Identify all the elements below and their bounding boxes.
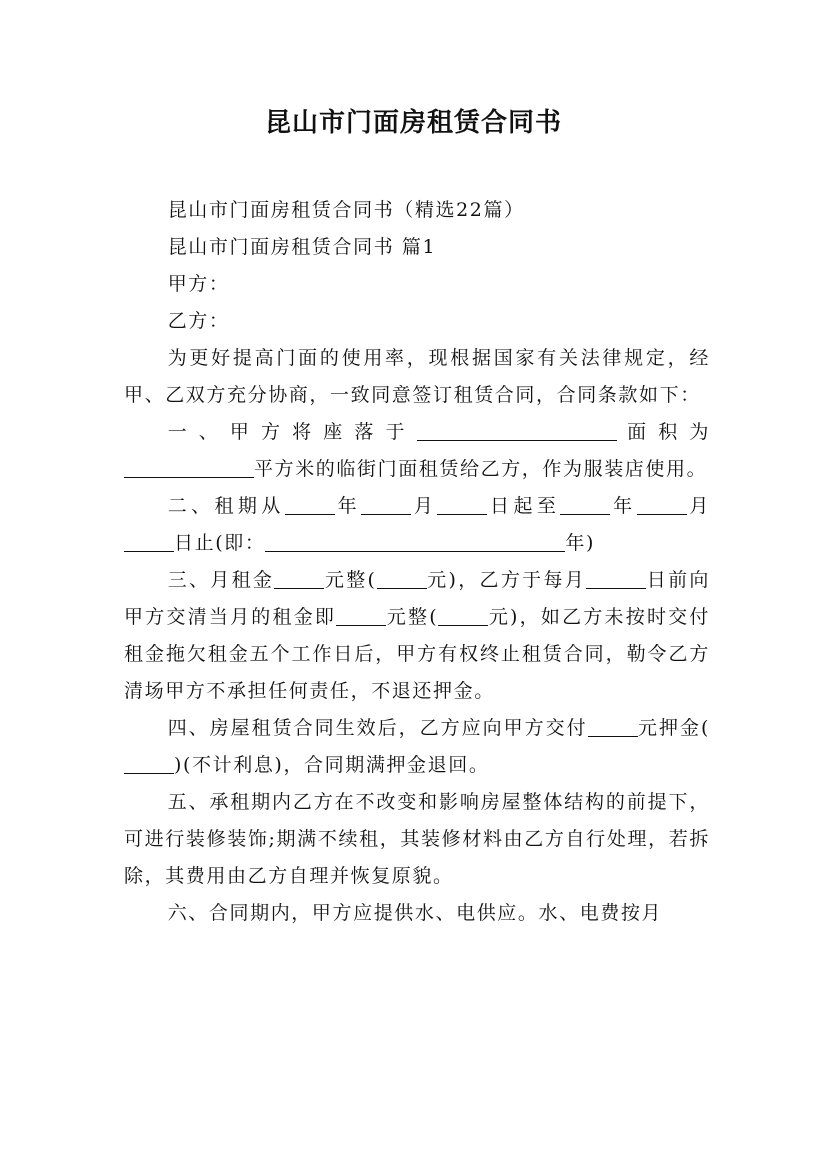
document-body — [124, 192, 710, 932]
intro-paragraph: 为更好提高门面的使用率，现根据国家有关法律规定，经甲、乙双方充分协商，一致同意签订租赁合同，合同条款如下： — [124, 347, 710, 406]
location-blank — [417, 420, 617, 441]
clause-2-to-label: 日止(即： — [174, 532, 266, 554]
clause-2-end-year-label: 年 — [610, 495, 637, 517]
clause-4-text-a: 四、房屋租赁合同生效后，乙方应向甲方交付 — [167, 717, 588, 739]
clause-1-text-a: 一、甲方将座落于 — [167, 421, 417, 443]
monthly-rent-number-blank — [377, 568, 427, 589]
end-day-blank — [124, 531, 174, 552]
duration-blank — [265, 531, 565, 552]
clause-2-month-label: 月 — [411, 495, 438, 517]
section-heading: 昆山市门面房租赁合同书 篇1 — [167, 236, 437, 258]
clause-3-text-d: 日前向甲方交清当月的租金即 — [124, 569, 710, 628]
clause-3-text-b: 元整( — [324, 569, 377, 591]
clause-3-text-c: 元)，乙方于每月 — [426, 569, 587, 591]
document-subtitle: 昆山市门面房租赁合同书（精选22篇） — [167, 199, 525, 221]
clause-2-text-a: 二、租期从 — [167, 495, 285, 517]
clause-3-text-f: 元)，如乙方未按时交付租金拖欠租金五个工作日后，甲方有权终止租赁合同，勒令乙方清场甲方不承担任何责任，不退还押金。 — [124, 606, 710, 702]
clause-4-text-c: )(不计利息)，合同期满押金退回。 — [174, 754, 490, 776]
deposit-blank — [588, 716, 638, 737]
party-a-line: 甲方： — [167, 273, 230, 295]
end-year-blank — [560, 494, 610, 515]
clause-4 — [124, 710, 710, 784]
clause-1-text-b: 面积为 — [616, 421, 710, 443]
clause-2-year-label: 年 — [334, 495, 361, 517]
rent-amount-blank — [336, 605, 386, 626]
clause-2-end-month-label: 月 — [686, 495, 710, 517]
party-b-line: 乙方： — [167, 310, 230, 332]
clause-1 — [124, 414, 710, 488]
start-month-blank — [361, 494, 411, 515]
clause-4-text-b: 元押金( — [637, 717, 710, 739]
pay-day-blank — [586, 568, 646, 589]
clause-5: 五、承租期内乙方在不改变和影响房屋整体结构的前提下，可进行装修装饰;期满不续租，其装修材料由乙方自行处理，若拆除，其费用由乙方自理并恢复原貌。 — [124, 791, 710, 887]
clause-1-text-c: 平方米的临街门面租赁给乙方，作为服装店使用。 — [254, 458, 708, 480]
clause-2 — [124, 488, 710, 562]
document-title: 昆山市门面房租赁合同书 — [264, 108, 562, 138]
rent-amount-number-blank — [438, 605, 488, 626]
clause-3-text-e: 元整( — [386, 606, 439, 628]
start-day-blank — [437, 494, 487, 515]
start-year-blank — [285, 494, 335, 515]
clause-2-from-label: 日起至 — [487, 495, 561, 517]
monthly-rent-blank — [274, 568, 324, 589]
clause-6: 六、合同期内，甲方应提供水、电供应。水、电费按月 — [167, 902, 663, 924]
clause-3-text-a: 三、月租金 — [167, 569, 275, 591]
deposit-number-blank — [124, 753, 174, 774]
clause-2-end: 年) — [565, 532, 596, 554]
area-blank — [124, 457, 254, 478]
end-month-blank — [637, 494, 687, 515]
clause-3 — [124, 562, 710, 710]
